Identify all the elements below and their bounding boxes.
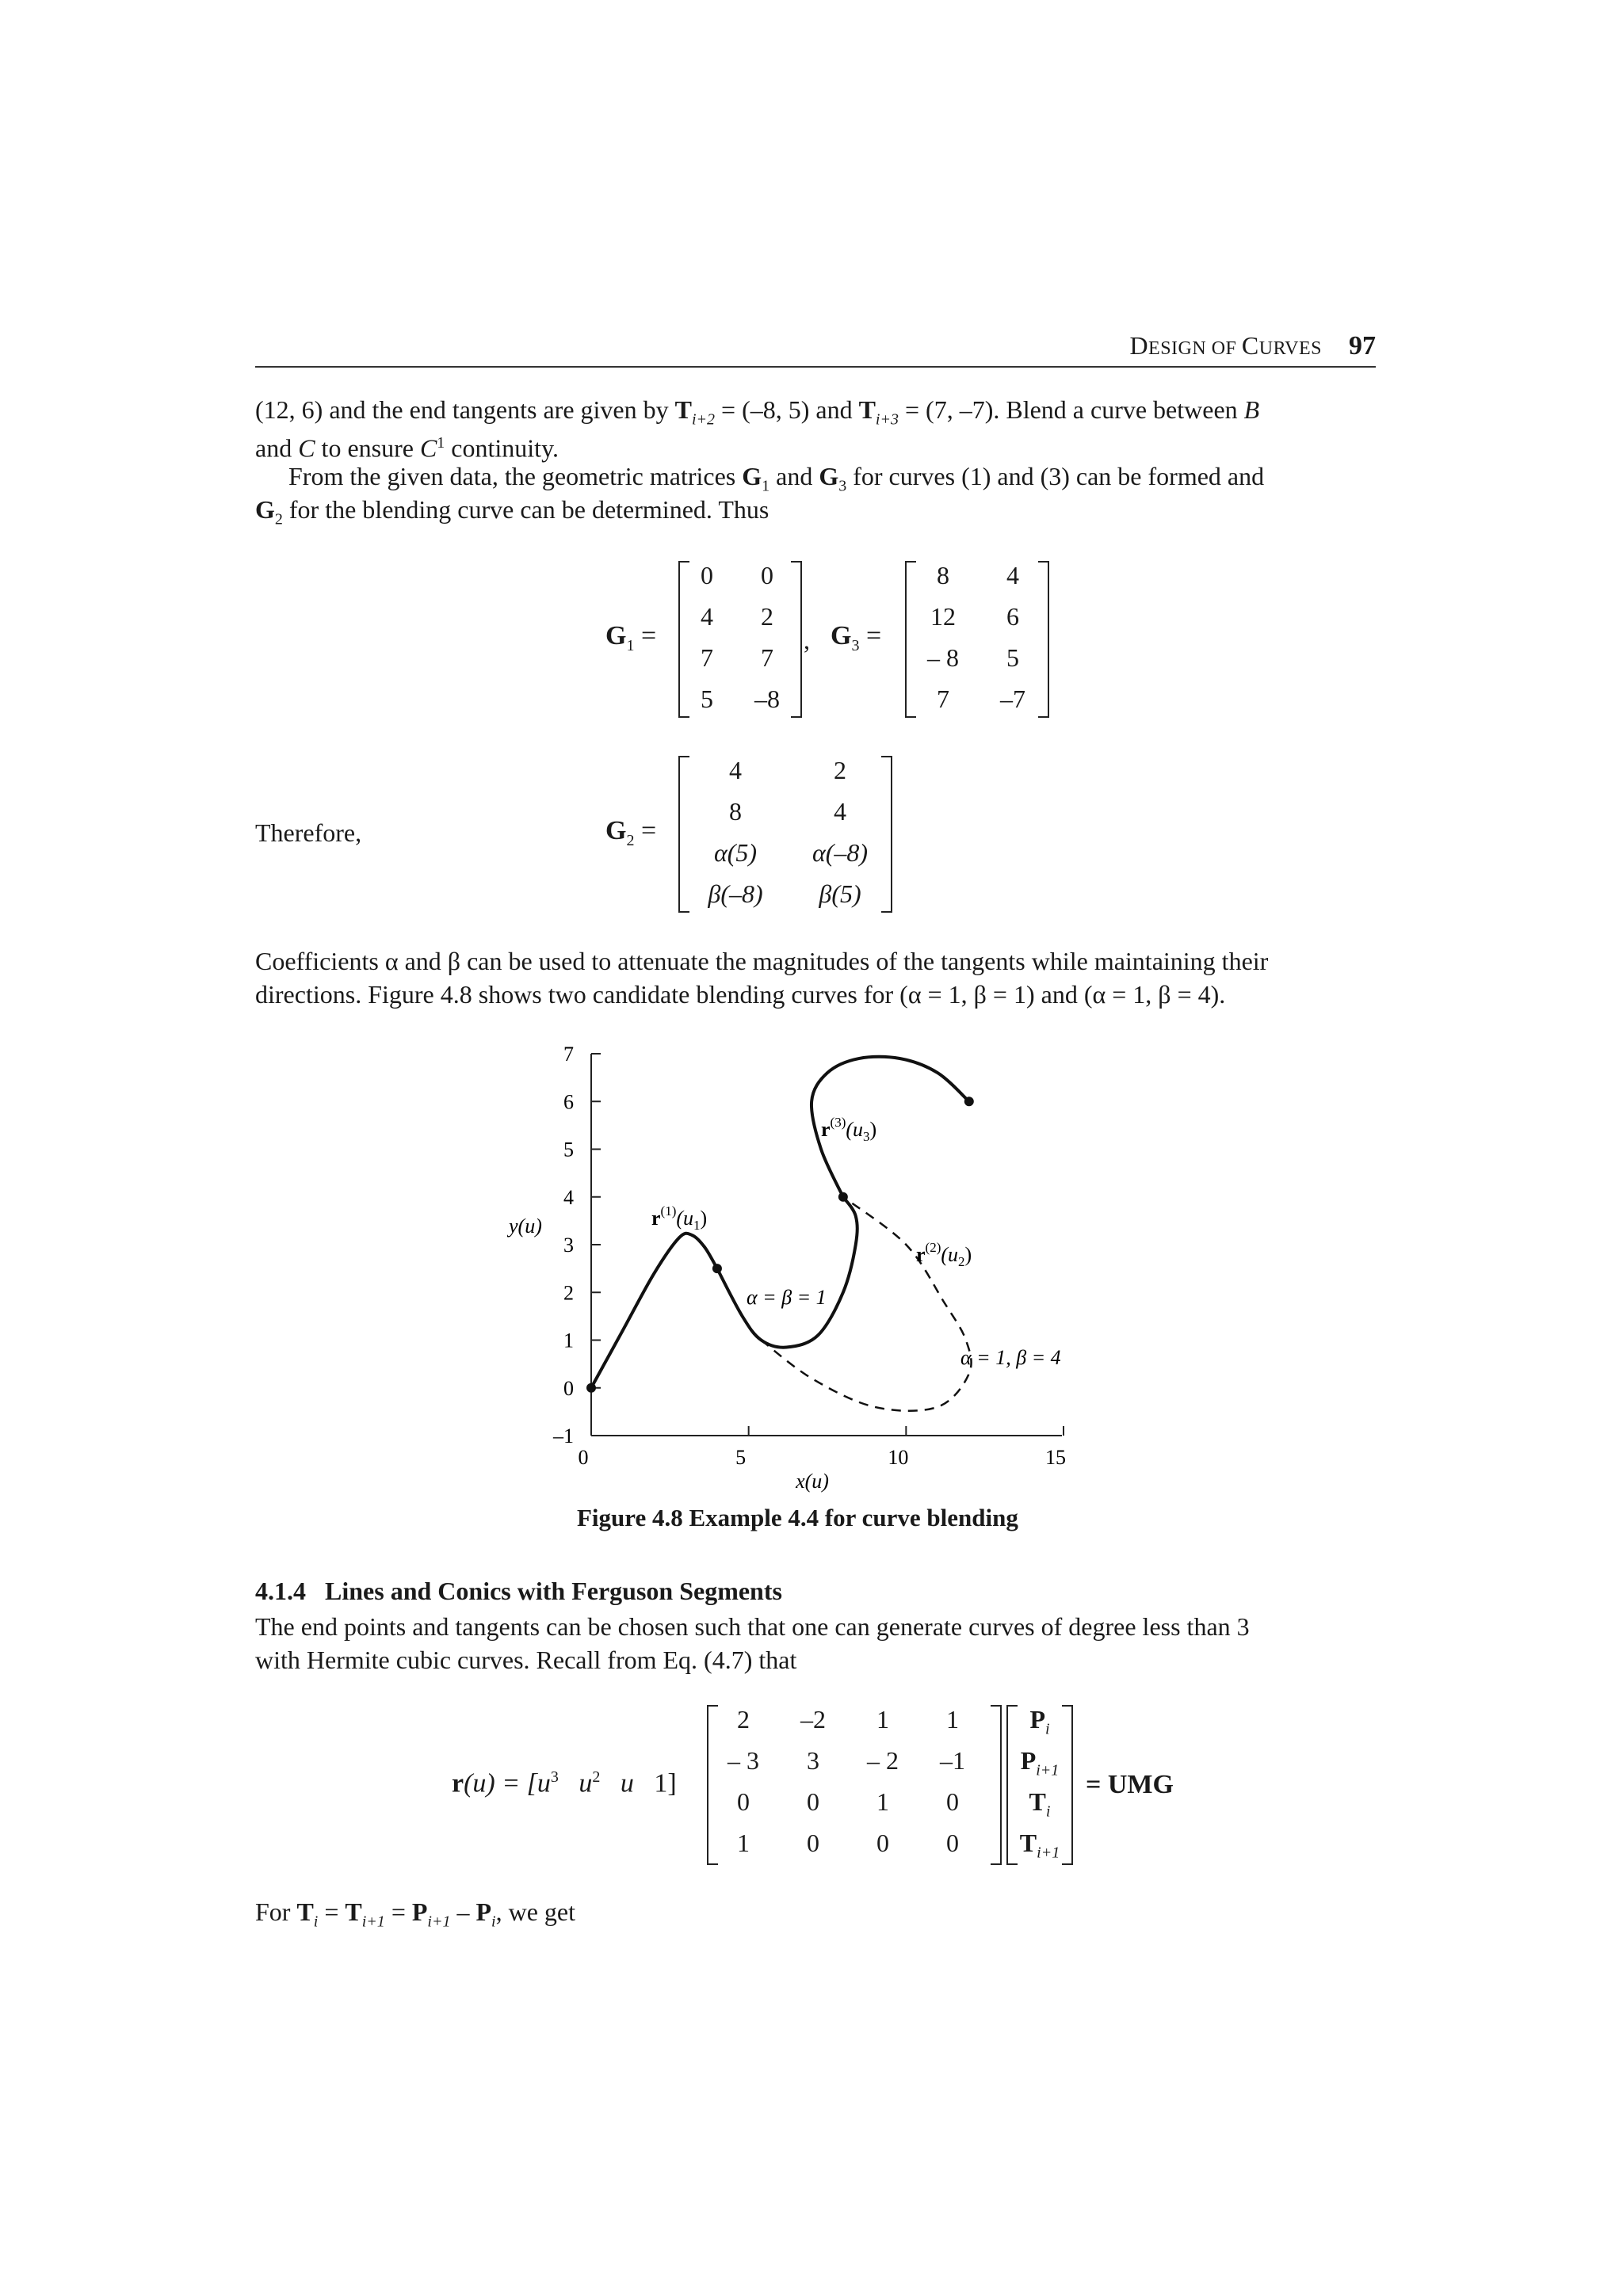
y-tick-label: 3 — [563, 1234, 574, 1257]
g3-cell: 8 — [937, 561, 949, 589]
x-tick-label: 15 — [1045, 1446, 1066, 1469]
curve-joint-point — [712, 1264, 722, 1273]
curve-series-1 — [591, 1234, 717, 1388]
x-tick-label: 10 — [888, 1446, 909, 1469]
m-cell: 1 — [876, 1705, 889, 1733]
g2-cell: α(5) — [713, 838, 758, 867]
y-tick-label: 6 — [563, 1090, 574, 1114]
y-tick-label: 1 — [563, 1329, 574, 1352]
therefore-label: Therefore, — [255, 818, 362, 847]
g1-cell: 4 — [701, 602, 713, 631]
eq-rhs: = UMG — [1086, 1770, 1174, 1799]
g3-cell: – 8 — [927, 643, 959, 672]
y-tick-label: 7 — [563, 1043, 574, 1066]
g1-cell: 7 — [701, 643, 713, 672]
g2-cell: 4 — [729, 756, 742, 784]
m-cell: 0 — [807, 1829, 819, 1857]
g1-label: $G_1$ = — [605, 621, 657, 654]
paragraph-5: For $T_i = T_{i+1} = P_{i+1} - P_i$, we get — [255, 1897, 575, 1931]
y-tick-label: 2 — [563, 1281, 574, 1305]
y-tick-label: 4 — [563, 1185, 574, 1209]
curve-joint-point — [964, 1097, 974, 1106]
m-cell: 0 — [946, 1787, 959, 1816]
g2-cell: β(5) — [819, 879, 861, 908]
g1-cell: 0 — [761, 561, 773, 589]
x-axis-label: x(u) — [796, 1470, 829, 1493]
g-cell: $P_{i+1}$ — [1020, 1746, 1060, 1779]
y-tick-label: 5 — [563, 1138, 574, 1161]
matrix-separator-comma: , — [804, 626, 810, 654]
g3-cell: 6 — [1006, 602, 1019, 631]
x-tick-label: 0 — [578, 1446, 589, 1469]
alpha-1-beta-4-label: α = 1, β = 4 — [960, 1346, 1061, 1369]
g-cell: $P_i$ — [1029, 1705, 1050, 1738]
g2-cell: 8 — [729, 797, 742, 826]
m-right-bracket — [991, 1705, 1002, 1865]
g-cell: $T_i$ — [1029, 1787, 1051, 1821]
g3-cell: 7 — [937, 685, 949, 713]
paragraph-1-line-2: and C to ensure $C^1$ continuity. — [255, 433, 559, 463]
m-cell: –2 — [800, 1705, 826, 1733]
g2-cell: 2 — [834, 756, 846, 784]
g1-cell: 2 — [761, 602, 773, 631]
curve-joint-point — [586, 1383, 596, 1393]
paragraph-1-line-1: (12, 6) and the end tangents are given by $T_{i+2} = (-8$, 5) and $T_{i+3} = (7$, –7). Blend a curve between B — [255, 395, 1260, 429]
page-number: 97 — [1349, 331, 1376, 360]
eq-lhs: $r(u) = [u^3$ $u^2$ u 1] — [452, 1768, 677, 1798]
m-cell: 1 — [946, 1705, 959, 1733]
m-cell: 0 — [737, 1787, 750, 1816]
m-cell: – 2 — [867, 1746, 899, 1775]
curve-joint-point — [838, 1192, 848, 1202]
m-cell: 1 — [737, 1829, 750, 1857]
g3-cell: –7 — [1000, 685, 1025, 713]
g3-cell: 4 — [1006, 561, 1019, 589]
g2-cell: β(–8) — [708, 879, 763, 908]
paragraph-4-line-1: The end points and tangents can be chosen such that one can generate curves of degree less than 3 — [255, 1612, 1250, 1641]
g-cell: $T_{i+1}$ — [1019, 1829, 1060, 1862]
y-tick-label: –1 — [553, 1425, 574, 1447]
g2-cell: 4 — [834, 797, 846, 826]
section-heading: 4.1.4 Lines and Conics with Ferguson Segments — [255, 1577, 782, 1605]
paragraph-3-line-2: directions. Figure 4.8 shows two candidate blending curves for (α = 1, β = 1) and (α = 1, β = 4). — [255, 980, 1226, 1009]
m-cell: 0 — [876, 1829, 889, 1857]
m-cell: 1 — [876, 1787, 889, 1816]
r1-label: $r^{(1)}(u_1)$ — [651, 1203, 708, 1233]
g2-label: $G_2$ = — [605, 816, 657, 849]
paragraph-4-line-2: with Hermite cubic curves. Recall from Eq. (4.7) that — [255, 1646, 797, 1674]
g3-cell: 12 — [930, 602, 956, 631]
m-cell: 3 — [807, 1746, 819, 1775]
alpha-beta-1-label: α = β = 1 — [747, 1286, 827, 1309]
g2-cell: α(–8) — [812, 838, 869, 867]
m-cell: 0 — [946, 1829, 959, 1857]
m-cell: 2 — [737, 1705, 750, 1733]
paragraph-2-line-2: $G_2$ for the blending curve can be determined. Thus — [255, 495, 769, 528]
running-title: DESIGN OF CURVES — [1129, 331, 1322, 360]
g3-cell: 5 — [1006, 643, 1019, 672]
g3-label: $G_3$ = — [831, 621, 882, 654]
r3-label: $r^{(3)}(u_3)$ — [821, 1115, 877, 1144]
m-cell: 0 — [807, 1787, 819, 1816]
figure-caption: Figure 4.8 Example 4.4 for curve blending — [577, 1504, 1018, 1531]
g1-cell: 5 — [701, 685, 713, 713]
paragraph-2-line-1: From the given data, the geometric matrices $G_1$ and $G_3$ for curves (1) and (3) can be formed and — [288, 462, 1265, 495]
curve-series-2 — [717, 1197, 857, 1348]
m-cell: – 3 — [727, 1746, 759, 1775]
figure-4-8-chart — [475, 1030, 1125, 1505]
y-axis-label: y(u) — [509, 1215, 542, 1238]
x-tick-label: 5 — [735, 1446, 747, 1469]
m-cell: –1 — [940, 1746, 965, 1775]
g1-cell: 0 — [701, 561, 713, 589]
g1-cell: –8 — [754, 685, 780, 713]
paragraph-3-line-1: Coefficients α and β can be used to attenuate the magnitudes of the tangents while maintaining their — [255, 947, 1269, 975]
y-tick-label: 0 — [563, 1376, 574, 1400]
r2-label: $r^{(2)}(u_2)$ — [916, 1240, 972, 1269]
g1-cell: 7 — [761, 643, 773, 672]
running-header — [255, 331, 1376, 368]
